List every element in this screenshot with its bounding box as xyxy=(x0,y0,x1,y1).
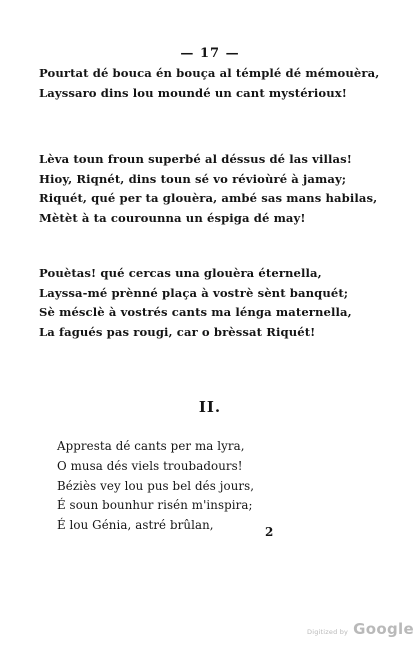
verse-line: Sè mésclè à vostrés cants ma lénga maternella, xyxy=(39,305,352,319)
section-heading: II. xyxy=(198,398,222,416)
stanza xyxy=(57,437,254,536)
verse-line: La fagués pas rougi, car o brèssat Riquét! xyxy=(39,324,316,339)
verse-line: Layssa-mé prènné plaça à vostrè sènt banquét; xyxy=(39,285,349,300)
verse-line: Lèva toun froun superbé al déssus dé las villas! xyxy=(39,152,352,166)
verse-line: Appresta dé cants per ma lyra, xyxy=(57,439,245,453)
verse-line: É lou Génia, astré brûlan, xyxy=(57,518,214,533)
verse-line: Hioy, Riqnét, dins toun sé vo révioùré à jamay; xyxy=(39,171,347,186)
stanza xyxy=(39,264,352,342)
stanza xyxy=(39,150,377,228)
stanza xyxy=(39,64,379,103)
verse-line: O musa dés viels troubadours! xyxy=(57,458,243,473)
digitization-watermark xyxy=(307,619,414,638)
verse-line: Pouètas! qué cercas una glouèra éternella, xyxy=(39,266,322,280)
watermark-brand: Google xyxy=(353,620,414,638)
verse-line: Béziès vey lou pus bel dés jours, xyxy=(57,478,255,493)
page-number: — 17 — xyxy=(180,46,240,61)
verse-line: É soun bounhur risén m'inspira; xyxy=(57,498,253,513)
verse-line: Pourtat dé bouca én bouça al témplé dé mémouèra, xyxy=(39,66,380,80)
watermark-prefix: Digitized by xyxy=(307,628,349,636)
verse-line: Mètèt à ta courounna un éspiga dé may! xyxy=(39,210,306,225)
verse-line: Layssaro dins lou moundé un cant mystérioux! xyxy=(39,85,347,100)
verse-line: Riquét, qué per ta glouèra, ambé sas mans habilas, xyxy=(39,191,378,205)
printer-signature-mark: 2 xyxy=(265,525,274,539)
